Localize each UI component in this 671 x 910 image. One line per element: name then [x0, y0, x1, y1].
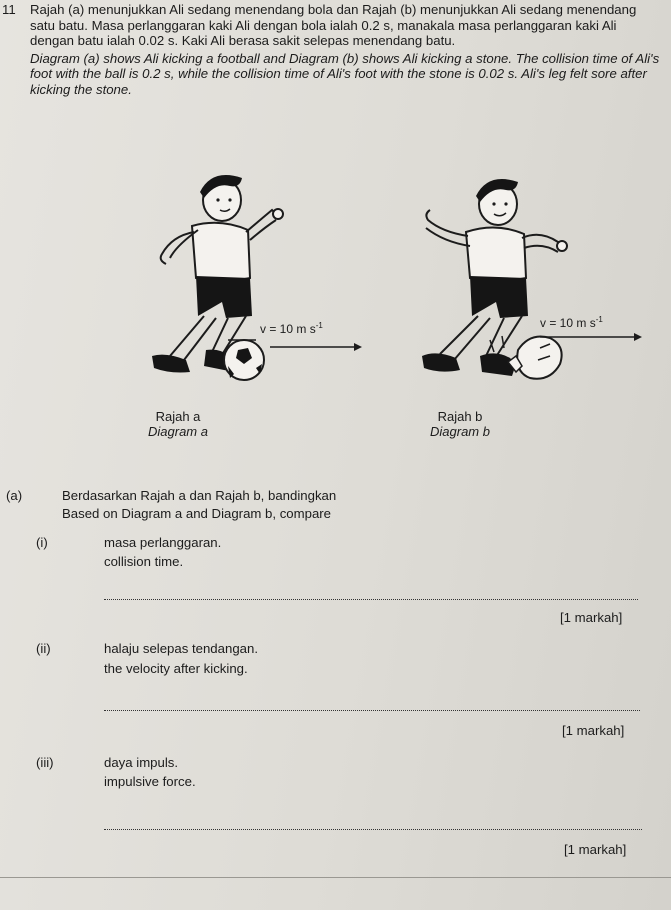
velocity-label-a: v = 10 m $s^{-1}$ [260, 321, 323, 336]
boy-b-shorts [470, 276, 528, 318]
page-fold-line [0, 877, 671, 878]
diagram-b-illustration [390, 160, 660, 400]
subq-iii-malay: daya impuls. [104, 755, 179, 770]
boy-a-shorts [196, 276, 252, 318]
part-a-malay: Berdasarkan Rajah a dan Rajah b, bandingkan [62, 488, 337, 503]
part-a-label: (a) [6, 488, 23, 503]
subq-iii-english: impulsive force. [104, 774, 196, 789]
boy-a-shoe-left [152, 355, 190, 373]
question-number: 11 [2, 2, 16, 17]
subq-i-label: (i) [36, 535, 48, 550]
marks-i: [1 markah] [560, 610, 623, 625]
intro-english: Diagram (a) shows Ali kicking a football and Diagram (b) shows Ali kicking a stone. The collision time of Ali's foot with the ball is 0.2 s, while the collision time of Ali's foot with the stone is 0.02 s. Ali's leg felt sore after kicking the stone. [30, 50, 660, 97]
question-intro [2, 2, 660, 98]
caption-diagram-b: Rajah b Diagram b [430, 409, 490, 439]
answer-line-ii[interactable] [104, 710, 640, 711]
subq-ii-english: the velocity after kicking. [104, 661, 248, 676]
subq-i-malay: masa perlanggaran. [104, 535, 222, 550]
marks-ii: [1 markah] [562, 723, 625, 738]
boy-a-shirt [192, 223, 250, 281]
subq-iii-label: (iii) [36, 755, 54, 770]
subq-i-english: collision time. [104, 554, 184, 569]
caption-diagram-a: Rajah a Diagram a [148, 409, 208, 439]
boy-b-shoe-left [422, 353, 460, 371]
answer-line-i[interactable] [104, 599, 638, 600]
diagram-a-illustration [100, 160, 370, 400]
part-a-english: Based on Diagram a and Diagram b, compare [62, 506, 332, 521]
subq-ii-malay: halaju selepas tendangan. [104, 641, 258, 656]
velocity-label-b: v = 10 m $s^{-1}$ [540, 315, 603, 330]
subq-ii-label: (ii) [36, 641, 51, 656]
boy-b-shirt [466, 227, 526, 281]
marks-iii: [1 markah] [564, 842, 627, 857]
intro-malay: Rajah (a) menunjukkan Ali sedang menendang bola dan Rajah (b) menunjukkan Ali sedang menendang satu batu. Masa perlanggaran kaki Ali dengan bola ialah 0.2 s, manakala masa perlanggaran kaki Ali dengan batu ialah 0.02 s. Kaki Ali berasa sakit selepas menendang batu. [30, 2, 637, 49]
answer-line-iii[interactable] [104, 829, 642, 830]
stone-icon [517, 337, 561, 379]
